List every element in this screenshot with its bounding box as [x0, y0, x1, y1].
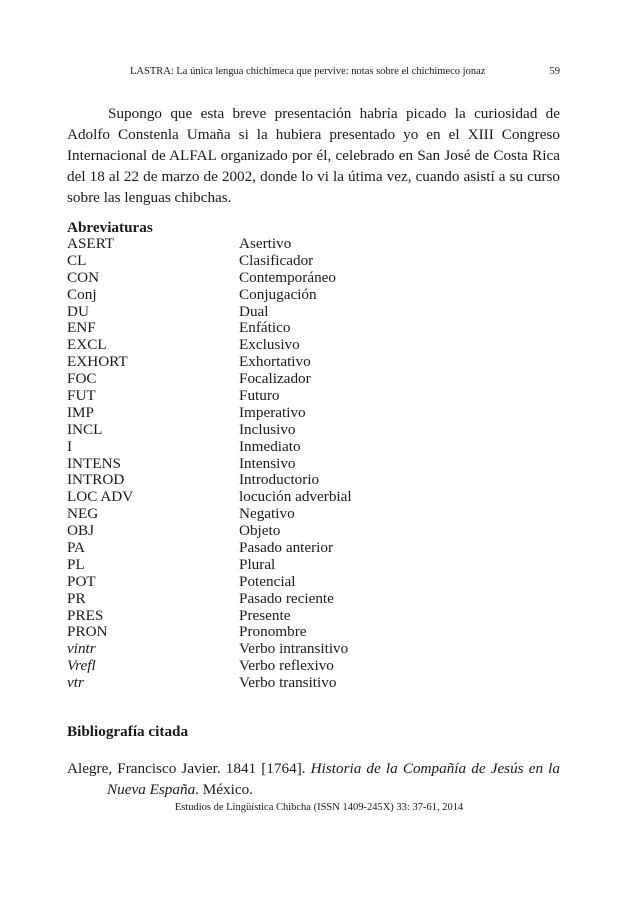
abbreviation-meaning: Conjugación	[239, 285, 317, 303]
abbreviation-meaning: Objeto	[239, 522, 281, 540]
reference-title: Historia de la Compañía de Jesús en la Nueva España	[107, 760, 560, 799]
journal-footer: Estudios de Lingüística Chibcha (ISSN 1409-245X) 33: 37-61, 2014	[174, 802, 464, 813]
abbreviation-row	[67, 608, 560, 625]
abbreviation-meaning: Inmediato	[239, 437, 301, 455]
abbreviation-row	[67, 506, 560, 523]
abbreviation-code: LOC ADV	[67, 488, 134, 506]
abbreviation-row	[67, 337, 560, 354]
abbreviation-row	[67, 641, 560, 658]
abbreviation-meaning: Asertivo	[239, 235, 292, 252]
abbreviation-meaning: Pasado anterior	[239, 539, 334, 557]
abbreviation-row	[67, 422, 560, 439]
abbreviation-row	[67, 320, 560, 337]
abbreviation-code: I	[67, 437, 73, 455]
abbreviation-code: FUT	[67, 387, 96, 405]
abbreviation-meaning: Negativo	[239, 505, 295, 523]
bibliography-list	[67, 758, 560, 800]
abbreviation-code: vintr	[67, 640, 96, 658]
abbreviation-meaning: Intensivo	[239, 454, 296, 472]
abbreviation-row	[67, 591, 560, 608]
abbreviation-row	[67, 675, 560, 692]
abbreviation-meaning: Pasado reciente	[239, 589, 334, 607]
abbreviation-code: ASERT	[67, 235, 115, 252]
reference-author-year: Alegre, Francisco Javier. 1841 [1764].	[67, 760, 311, 778]
abbreviation-code: NEG	[67, 505, 99, 523]
abbreviation-code: Conj	[67, 285, 97, 303]
abbreviation-code: PRES	[67, 606, 104, 624]
abbreviation-row	[67, 624, 560, 641]
abbreviation-row	[67, 236, 560, 253]
abbreviation-row	[67, 304, 560, 321]
abbreviation-row	[67, 439, 560, 456]
abbreviation-meaning: Presente	[239, 606, 291, 624]
bibliography-heading: Bibliografía citada	[67, 723, 189, 741]
abbreviation-code: ENF	[67, 319, 96, 337]
reference-place: . México.	[195, 781, 253, 799]
abbreviation-row	[67, 405, 560, 422]
abbreviation-row	[67, 456, 560, 473]
abbreviation-meaning: Verbo intransitivo	[239, 640, 349, 658]
abbreviation-meaning: Focalizador	[239, 370, 311, 388]
intro-paragraph: Supongo que esta breve presentación habría picado la curiosidad de Adolfo Constenla Umaña si la hubiera presentado yo en el XIII Congreso Internacional de ALFAL organizado por él, celebrado en San José de Costa Rica del 18 al 22 de marzo de 2002, donde lo vi la útima vez, cuando asistí a su curso sobre las lenguas chibchas.	[67, 105, 560, 206]
abbreviation-row	[67, 557, 560, 574]
abbreviation-code: PR	[67, 589, 86, 607]
abbreviation-code: OBJ	[67, 522, 95, 540]
abbreviation-row	[67, 523, 560, 540]
abbreviation-code: IMP	[67, 403, 95, 421]
abbreviations-heading: Abreviaturas	[67, 219, 153, 236]
abbreviation-code: PL	[67, 555, 85, 573]
abbreviation-meaning: Dual	[239, 302, 269, 320]
abbreviation-code: EXHORT	[67, 353, 128, 371]
abbreviation-meaning: Enfático	[239, 319, 291, 337]
abbreviation-code: PA	[67, 539, 86, 557]
abbreviation-meaning: Introductorio	[239, 471, 320, 489]
abbreviation-code: EXCL	[67, 336, 107, 354]
page-body	[67, 103, 560, 800]
abbreviation-code: INTROD	[67, 471, 125, 489]
abbreviation-code: CON	[67, 268, 100, 286]
abbreviation-row	[67, 574, 560, 591]
abbreviation-code: vtr	[67, 674, 84, 692]
abbreviation-row	[67, 287, 560, 304]
abbreviation-row	[67, 540, 560, 557]
abbreviation-meaning: Verbo transitivo	[239, 674, 337, 692]
abbreviation-meaning: Verbo reflexivo	[239, 657, 334, 675]
abbreviation-meaning: Clasificador	[239, 251, 314, 269]
bibliography-entry	[67, 758, 560, 800]
abbreviation-meaning: Potencial	[239, 572, 296, 590]
abbreviation-meaning: Pronombre	[239, 623, 307, 641]
running-header	[130, 66, 560, 77]
abbreviation-code: PRON	[67, 623, 108, 641]
abbreviation-code: INCL	[67, 420, 103, 438]
abbreviation-row	[67, 371, 560, 388]
abbreviation-meaning: Futuro	[239, 387, 280, 405]
page-number: 59	[549, 66, 560, 77]
abbreviation-code: FOC	[67, 370, 97, 388]
abbreviation-code: CL	[67, 251, 87, 269]
abbreviation-code: DU	[67, 302, 89, 320]
abbreviation-row	[67, 253, 560, 270]
abbreviation-code: INTENS	[67, 454, 121, 472]
abbreviation-row	[67, 270, 560, 287]
abbreviation-row	[67, 472, 560, 489]
abbreviations-list	[67, 236, 560, 692]
abbreviation-row	[67, 354, 560, 371]
abbreviation-meaning: Imperativo	[239, 403, 306, 421]
abbreviation-code: POT	[67, 572, 96, 590]
abbreviation-meaning: Plural	[239, 555, 276, 573]
abbreviation-meaning: Inclusivo	[239, 420, 296, 438]
abbreviation-meaning: locución adverbial	[239, 488, 352, 506]
abbreviation-row	[67, 658, 560, 675]
abbreviation-meaning: Contemporáneo	[239, 268, 337, 286]
abbreviation-code: Vrefl	[67, 657, 96, 675]
abbreviation-meaning: Exhortativo	[239, 353, 311, 371]
abbreviation-meaning: Exclusivo	[239, 336, 300, 354]
abbreviation-row	[67, 388, 560, 405]
abbreviation-row	[67, 489, 560, 506]
running-title: LASTRA: La única lengua chichimeca que pervive: notas sobre el chichimeco jonaz	[130, 66, 486, 77]
